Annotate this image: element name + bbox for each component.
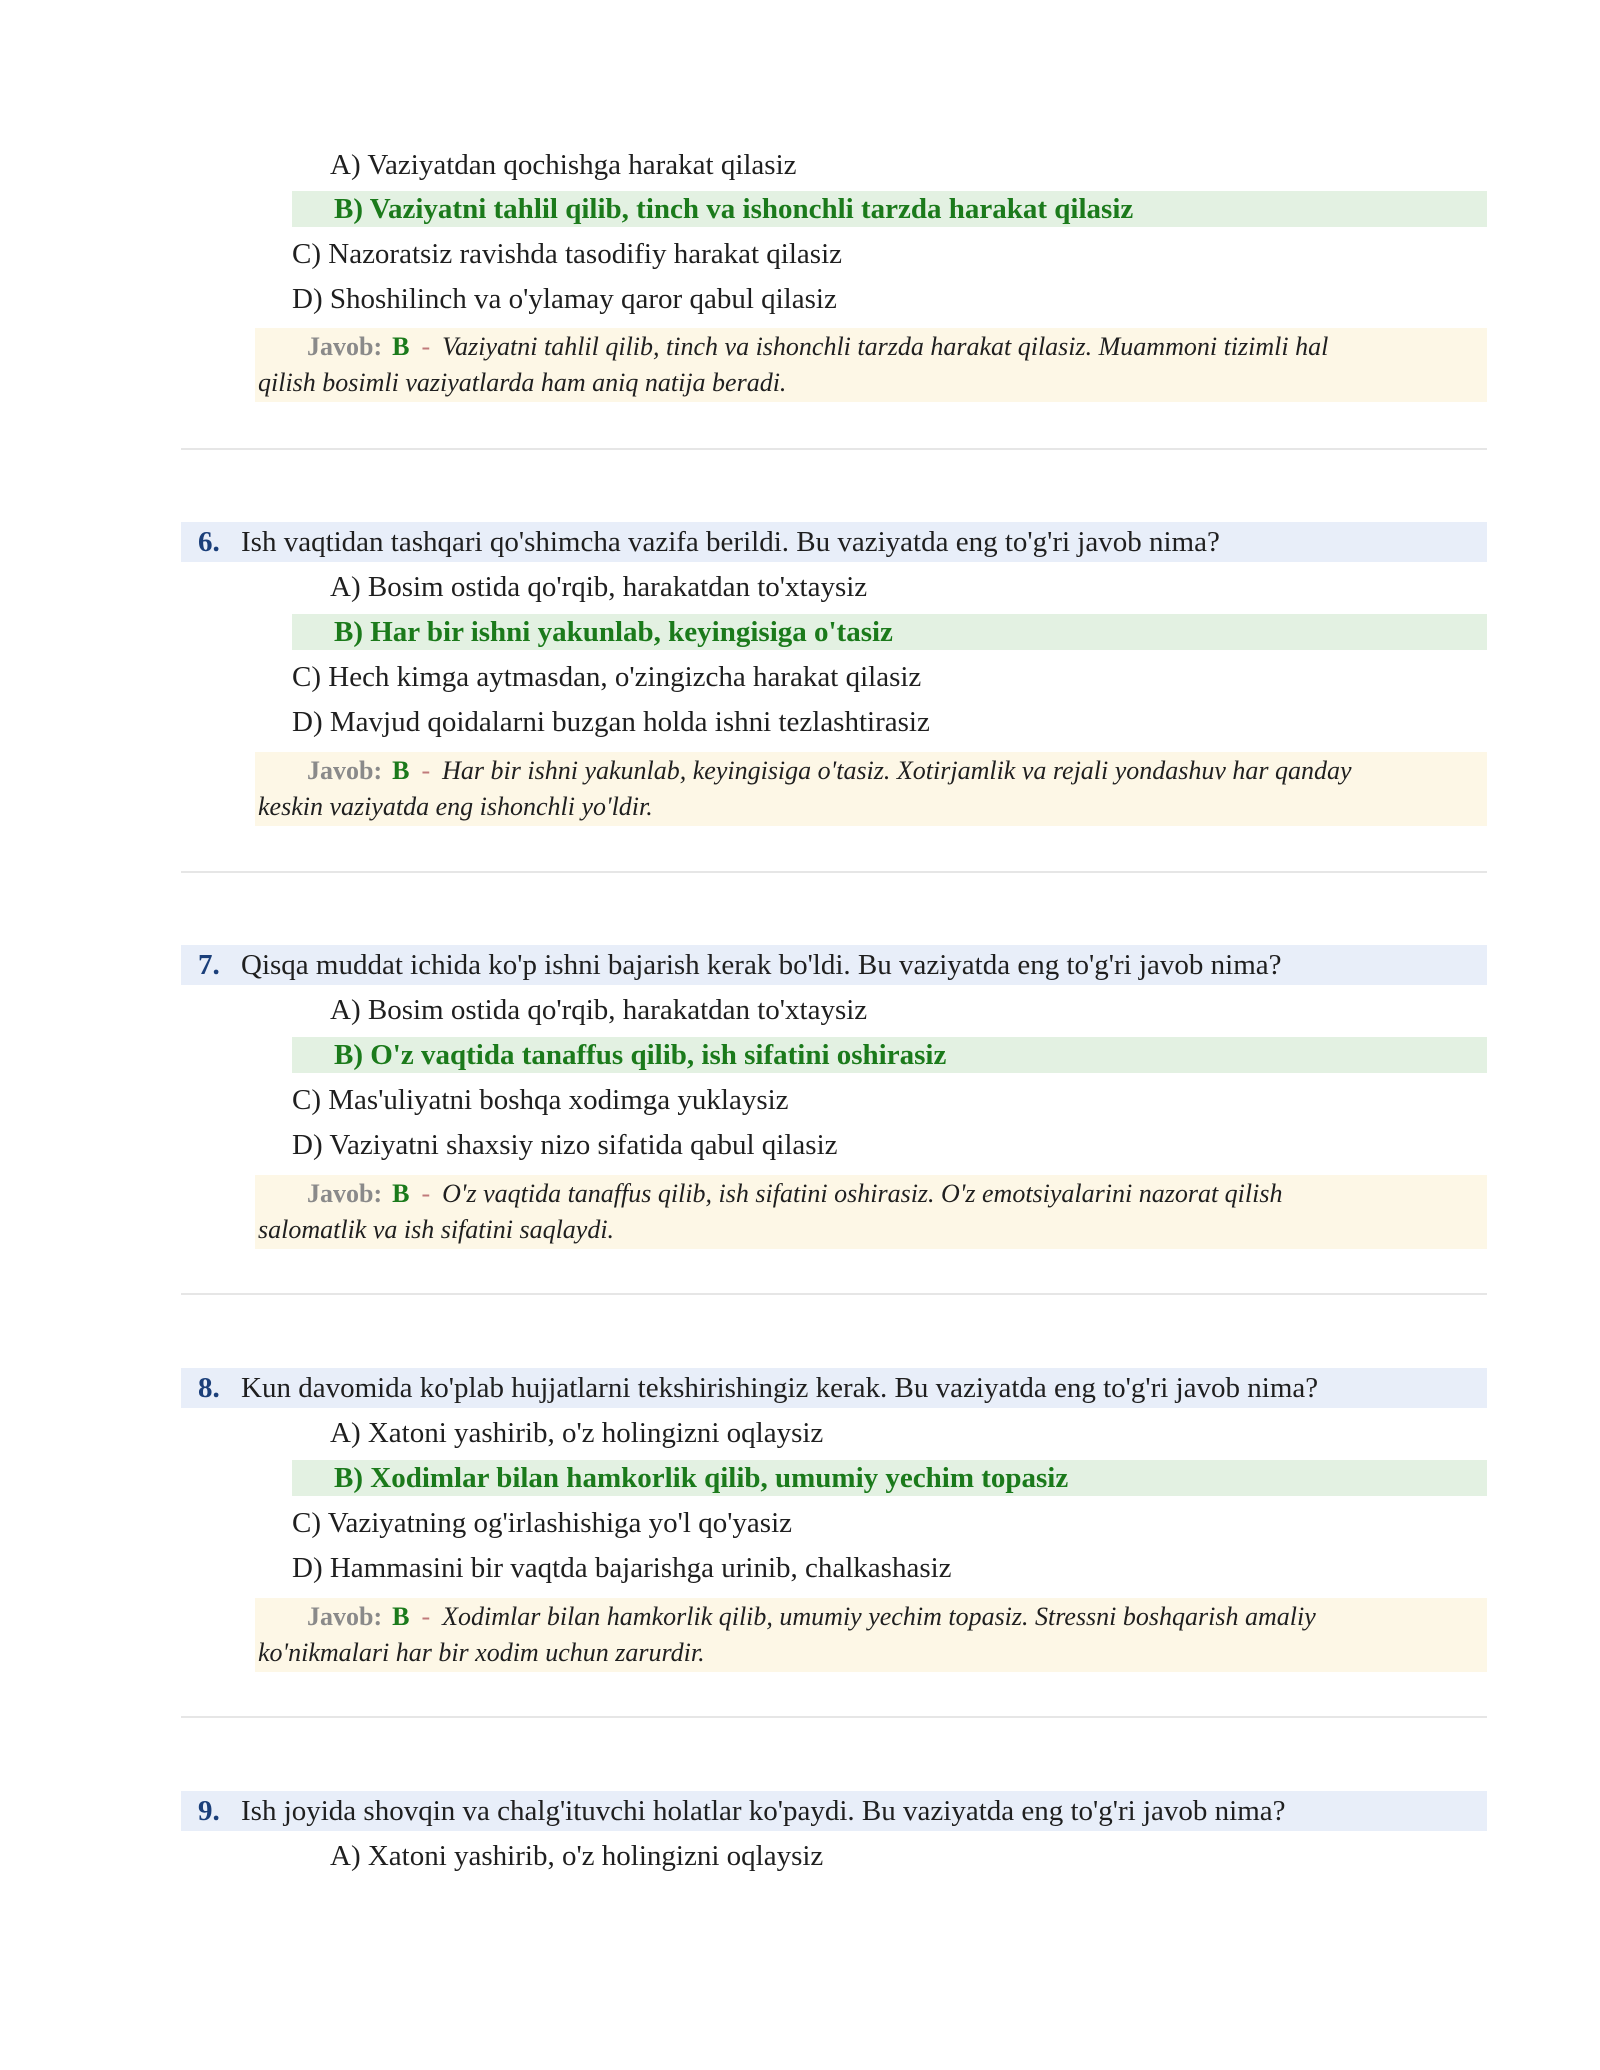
q7-answer-dash: - bbox=[421, 1179, 431, 1208]
q8-option-d: D) Hammasini bir vaqtda bajarishga urinib, chalkashasiz bbox=[292, 1552, 952, 1584]
q6-answer-label: Javob: bbox=[307, 756, 383, 785]
q6-explanation-line2: keskin vaziyatda eng ishonchli yo'ldir. bbox=[258, 792, 653, 821]
q7-answer-letter: B bbox=[392, 1179, 410, 1208]
q7-explanation-line1: O'z vaqtida tanaffus qilib, ish sifatini oshirasiz. O'z emotsiyalarini nazorat qilish bbox=[442, 1179, 1283, 1208]
q6-option-d: D) Mavjud qoidalarni buzgan holda ishni tezlashtirasiz bbox=[292, 706, 930, 738]
q5-option-a: A) Vaziyatdan qochishga harakat qilasiz bbox=[330, 149, 797, 181]
q5-answer-letter: B bbox=[392, 332, 410, 361]
q6-answer-box bbox=[255, 752, 1487, 826]
q6-title bbox=[181, 522, 1487, 562]
q8-option-a: A) Xatoni yashirib, o'z holingizni oqlaysiz bbox=[330, 1417, 824, 1449]
q8-answer-dash: - bbox=[421, 1602, 431, 1631]
q5-answer-dash: - bbox=[421, 332, 431, 361]
q8-answer-letter: B bbox=[392, 1602, 410, 1631]
q9-number: 9. bbox=[198, 1795, 220, 1827]
q5-explanation-line2: qilish bosimli vaziyatlarda ham aniq natija beradi. bbox=[258, 368, 787, 397]
divider bbox=[181, 448, 1487, 450]
q9-option-a: A) Xatoni yashirib, o'z holingizni oqlaysiz bbox=[330, 1840, 824, 1872]
q7-answer-box bbox=[255, 1175, 1487, 1249]
q6-answer-letter: B bbox=[392, 756, 410, 785]
q6-option-c: C) Hech kimga aytmasdan, o'zingizcha harakat qilasiz bbox=[292, 661, 922, 693]
q6-option-a: A) Bosim ostida qo'rqib, harakatdan to'xtaysiz bbox=[330, 571, 868, 603]
q9-question: Ish joyida shovqin va chalg'ituvchi holatlar ko'paydi. Bu vaziyatda eng to'g'ri javob nima? bbox=[241, 1795, 1286, 1827]
q5-option-d: D) Shoshilinch va o'ylamay qaror qabul qilasiz bbox=[292, 283, 837, 315]
q8-answer-box bbox=[255, 1598, 1487, 1672]
q6-option-b-label: B) Har bir ishni yakunlab, keyingisiga o'tasiz bbox=[334, 616, 893, 648]
q8-number: 8. bbox=[198, 1372, 220, 1404]
q5-option-b-correct bbox=[292, 191, 1487, 227]
q8-question: Kun davomida ko'plab hujjatlarni tekshirishingiz kerak. Bu vaziyatda eng to'g'ri javob nima? bbox=[241, 1372, 1319, 1404]
divider bbox=[181, 1293, 1487, 1295]
q7-number: 7. bbox=[198, 949, 220, 981]
q7-answer-label: Javob: bbox=[307, 1179, 383, 1208]
q5-option-c: C) Nazoratsiz ravishda tasodifiy harakat qilasiz bbox=[292, 238, 842, 270]
q7-option-a: A) Bosim ostida qo'rqib, harakatdan to'xtaysiz bbox=[330, 994, 868, 1026]
q8-explanation-line2: ko'nikmalari har bir xodim uchun zarurdir. bbox=[258, 1638, 705, 1667]
q5-answer-label: Javob: bbox=[307, 332, 383, 361]
q6-option-b-correct bbox=[292, 614, 1487, 650]
q6-answer-dash: - bbox=[421, 756, 431, 785]
q7-explanation-line2: salomatlik va ish sifatini saqlaydi. bbox=[258, 1215, 615, 1244]
q9-title bbox=[181, 1791, 1487, 1831]
divider bbox=[181, 1716, 1487, 1718]
q8-option-c: C) Vaziyatning og'irlashishiga yo'l qo'yasiz bbox=[292, 1507, 793, 1539]
q8-option-b-label: B) Xodimlar bilan hamkorlik qilib, umumiy yechim topasiz bbox=[334, 1462, 1069, 1494]
q5-option-b-label: B) Vaziyatni tahlil qilib, tinch va ishonchli tarzda harakat qilasiz bbox=[334, 193, 1134, 225]
q8-title bbox=[181, 1368, 1487, 1408]
q8-answer-label: Javob: bbox=[307, 1602, 383, 1631]
q5-explanation-line1: Vaziyatni tahlil qilib, tinch va ishonchli tarzda harakat qilasiz. Muammoni tizimli hal bbox=[442, 332, 1329, 361]
q7-option-c: C) Mas'uliyatni boshqa xodimga yuklaysiz bbox=[292, 1084, 789, 1116]
q8-explanation-line1: Xodimlar bilan hamkorlik qilib, umumiy yechim topasiz. Stressni boshqarish amaliy bbox=[442, 1602, 1316, 1631]
q6-explanation-line1: Har bir ishni yakunlab, keyingisiga o'tasiz. Xotirjamlik va rejali yondashuv har qanday bbox=[442, 756, 1352, 785]
q7-option-d: D) Vaziyatni shaxsiy nizo sifatida qabul qilasiz bbox=[292, 1129, 838, 1161]
divider bbox=[181, 871, 1487, 873]
q5-answer-box bbox=[255, 328, 1487, 402]
q6-number: 6. bbox=[198, 526, 220, 558]
q7-question: Qisqa muddat ichida ko'p ishni bajarish kerak bo'ldi. Bu vaziyatda eng to'g'ri javob nima? bbox=[241, 949, 1282, 981]
q8-option-b-correct bbox=[292, 1460, 1487, 1496]
q6-question: Ish vaqtidan tashqari qo'shimcha vazifa berildi. Bu vaziyatda eng to'g'ri javob nima? bbox=[241, 526, 1220, 558]
q7-option-b-label: B) O'z vaqtida tanaffus qilib, ish sifatini oshirasiz bbox=[334, 1039, 947, 1071]
q7-title bbox=[181, 945, 1487, 985]
q7-option-b-correct bbox=[292, 1037, 1487, 1073]
